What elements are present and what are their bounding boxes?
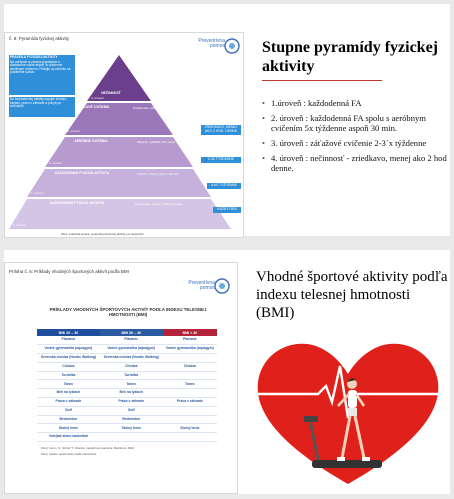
table-cell [163,354,217,363]
column-header-bmi-40: BMI > 40 [163,329,217,336]
table-cell: Chôdza [100,362,163,371]
logo-line-1: Preventívna [198,38,225,44]
logo-icon [213,277,231,295]
figure-footnote: Zdroj: Lekárska správa, pyramída pohybovej aktivity pre dospelých [61,232,144,236]
bullet-item: • 4. úroveň : nečinnosť - zriedkavo, menej ako 2 hod denne. [262,153,448,173]
bullet-list [262,98,448,178]
table-cell [163,433,217,442]
table-row [37,398,217,407]
table-cell: Turistika [100,371,163,380]
table-row [37,415,217,424]
table-cell: Chôdza [163,362,217,371]
table-cell: Turistika [37,371,100,380]
table-cell: Beh na lyžiach [100,389,163,398]
tier-level-1: 4. úroveň [91,96,104,100]
table-row [37,354,217,363]
tier-label-4: KAŽDODENNÁ FYZICKÁ AKTIVITA [54,171,110,175]
tier-level-2: 3. úroveň [67,129,80,133]
tier-detail-3: Plávanie, cyklistika, beh, tanec [137,140,176,144]
column-header-bmi-30-40: BMI 30 – 40 [100,329,163,336]
table-cell: Vodné gymnastika (aquagym) [100,345,163,354]
heart-illustration [248,332,448,492]
table-cell [163,406,217,415]
table-cell: Plávanie [100,336,163,345]
tier-label-5: KAŽDODENNÁ FYZICKÁ AKTIVITA [49,201,105,205]
table-row [37,345,217,354]
table-cell: Vodné gymnastika (aquagym) [37,345,100,354]
table-row [37,362,217,371]
table-cell: Plávanie [37,336,100,345]
rules-box-title: PRAVIDLÁ FYZICKEJ AKTIVITY [10,55,58,59]
table-cell: Práca v záhrade [163,398,217,407]
table-row [37,380,217,389]
tier-detail-1: Pozeranie TV, sedenie, počítač [127,60,148,68]
tier-detail-5: Upratovanie, nákupy, chôdza do práce [135,202,183,206]
tier-level-3: 2. úroveň [49,161,62,165]
freq-box-4: KAŽDÝ DEŇ [213,207,241,213]
table-row [37,336,217,345]
table-cell: Bedminton [37,415,100,424]
freq-box-1: ZRIEDKAVO, MENEJ AKO 2 HOD. DENNE [201,125,241,135]
table-row [37,424,217,433]
logo-line-2: pomoc [199,285,215,291]
slide-title: Stupne pyramídy fyzickej aktivity [262,39,438,75]
table-row [37,389,217,398]
freq-box-3: 5-6X TÝŽDENNE [207,183,241,189]
table-cell [100,433,163,442]
table-cell: Volejbal alebo basketbal [37,433,100,442]
tier-level-5: 1. úroveň [13,223,26,227]
table-body [37,336,217,442]
table-cell [163,389,217,398]
table-cell: Severská chôdza (Nordic Walking) [37,354,100,363]
bmi-figure [4,262,238,494]
bullet-item: • 3. úroveň : záťažové cvičenie 2-3´x týždenne [262,138,448,148]
table-cell: Vodné gymnastika (aquagym) [163,345,217,354]
bullet-item: • 1.úroveň : každodenná FA [262,98,448,108]
table-title: PRÍKLADY VHODNÝCH ŠPORTOVÝCH AKTIVÍT PODĽA INDEXU TELESNEJ HMOTNOSTI (BMI) [49,307,207,317]
logo [171,281,215,291]
tier-level-4: 1. úroveň [31,191,44,195]
table-row [37,433,217,442]
table-cell: Stolný tenis [37,424,100,433]
table-cell: Plávanie [163,336,217,345]
table-cell: Beh na lyžiach [37,389,100,398]
table-cell: Práca v záhrade [100,398,163,407]
pyramid-chart [5,33,244,238]
column-header-bmi-20-30: BMI 20 – 30 [37,329,100,336]
table-cell: Golf [37,406,100,415]
table-cell [163,371,217,380]
table-cell: Stolný tenis [100,424,163,433]
table-note-2: Zdroj: vlastné spracovanie podľa odporúčaní [41,452,97,456]
table-cell: Práca v záhrade [37,398,100,407]
table-row [37,406,217,415]
slide-bmi [4,250,450,494]
table-cell: Severská chôdza (Nordic Walking) [100,354,163,363]
table-cell: Tanec [100,380,163,389]
table-row [37,371,217,380]
table-cell [163,415,217,424]
tier-label-2: SILOVÉ CVIČENIA [80,105,110,109]
slide-title: Vhodné športové aktivity podľa indexu telesnej hmotnosti (BMI) [256,269,448,321]
table-cell: Tanec [37,380,100,389]
table-cell: Tanec [163,380,217,389]
tier-detail-2: Posilňovanie, kliky, drepy [133,106,165,110]
table-cell: Chôdza [37,362,100,371]
title-underline [262,80,382,81]
bullet-item: • 2. úroveň : každodenná FA spolu s aeróbnym cvičením 5x týždenne aspoň 30 min. [262,113,448,133]
figure-caption: č. 8: Pyramída fyzickej aktivity [9,36,70,41]
table-cell: Bedminton [100,415,163,424]
tier-detail-4: Chôdza, schody, práca v záhrade [137,172,179,176]
freq-box-2: 2-3X TÝŽDENNE [201,157,241,163]
slide-pyramid [4,4,450,236]
tier-label-3: AERÓBNE CVIČENIA [74,139,108,143]
figure-caption: Príloha č. 6: Príklady vhodných športových aktivít podľa BMI [9,269,129,274]
bmi-table [37,329,217,442]
table-cell: Stolný tenis [163,424,217,433]
table-note: Zdroj: Cervo, S., Schulz T.: Obezita, manažment pacienta, Mediforum 2020 [41,446,134,450]
logo-line-2: pomoc [209,43,225,49]
daily-box-text: Do každodennej aktivity zapojte chôdzu, bicykel, prácu v záhrade a pohyb po schodoch. [10,97,67,109]
rules-box-text: Na udržanie si zdravia pravidelne a dostatočne cvičte aspoň 5x týždenne aeróbnym cvičením. Pridajte aj cvičenia na posilnenie svalov. [10,59,71,75]
pyramid-figure [4,32,244,238]
logo-line-1: Preventívna [188,280,215,286]
table-cell: Golf [100,406,163,415]
tier-label-1: NEČINNOSŤ [101,91,121,95]
